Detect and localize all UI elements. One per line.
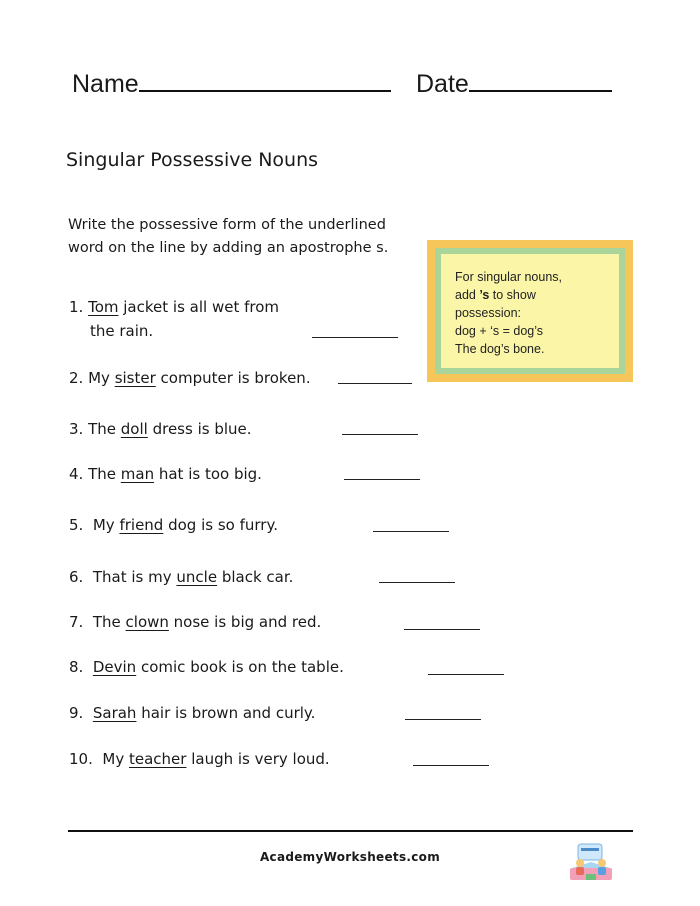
date-label: Date xyxy=(416,70,469,98)
question-9: 9. Sarah hair is brown and curly. xyxy=(69,704,316,722)
question-8: 8. Devin comic book is on the table. xyxy=(69,658,344,676)
footer-divider xyxy=(68,830,633,832)
question-1: 1. Tom jacket is all wet from xyxy=(69,298,280,316)
tip-box-inner xyxy=(441,254,619,368)
question-7: 7. The clown nose is big and red. xyxy=(69,613,322,631)
answer-line-3[interactable] xyxy=(342,434,418,435)
answer-line-1[interactable] xyxy=(312,337,398,338)
instructions xyxy=(68,214,428,260)
underlined-word: Devin xyxy=(92,658,137,676)
academy-logo-icon xyxy=(566,838,616,886)
answer-line-8[interactable] xyxy=(428,674,504,675)
name-line[interactable] xyxy=(139,70,391,92)
instruction-line-1: Write the possessive form of the underlined xyxy=(68,217,386,233)
underlined-word: teacher xyxy=(129,750,187,768)
tip-line-4: dog + ‘s = dog’s xyxy=(455,324,544,338)
tip-box xyxy=(427,240,633,382)
answer-line-5[interactable] xyxy=(373,531,449,532)
answer-line-7[interactable] xyxy=(404,629,480,630)
tip-line-5: The dog’s bone. xyxy=(455,342,545,356)
instruction-line-2: word on the line by adding an apostrophe s. xyxy=(68,240,389,256)
question-6: 6. That is my uncle black car. xyxy=(69,568,294,586)
underlined-word: sister xyxy=(114,369,156,387)
tip-box-border xyxy=(435,248,625,374)
date-field xyxy=(416,70,612,99)
underlined-word: man xyxy=(120,465,155,483)
answer-line-10[interactable] xyxy=(413,765,489,766)
question-10: 10. My teacher laugh is very loud. xyxy=(69,750,330,768)
tip-line-3: possession: xyxy=(455,306,522,320)
question-4: 4. The man hat is too big. xyxy=(69,465,262,483)
footer-site: AcademyWorksheets.com xyxy=(259,850,441,864)
underlined-word: Sarah xyxy=(92,704,137,722)
question-2: 2. My sister computer is broken. xyxy=(69,369,311,387)
question-3: 3. The doll dress is blue. xyxy=(69,420,252,438)
answer-line-4[interactable] xyxy=(344,479,420,480)
underlined-word: clown xyxy=(125,613,169,631)
name-label: Name xyxy=(72,70,139,98)
answer-line-2[interactable] xyxy=(338,383,412,384)
question-5: 5. My friend dog is so furry. xyxy=(69,516,278,534)
tip-line-2: add ’s to show xyxy=(455,288,536,302)
underlined-word: uncle xyxy=(176,568,218,586)
page-title: Singular Possessive Nouns xyxy=(66,149,319,171)
tip-text xyxy=(455,268,562,358)
tip-line-1: For singular nouns, xyxy=(455,270,563,284)
date-line[interactable] xyxy=(469,70,612,92)
underlined-word: doll xyxy=(120,420,148,438)
question-1-line-2: the rain. xyxy=(90,322,154,340)
answer-line-9[interactable] xyxy=(405,719,481,720)
underlined-word: Tom xyxy=(88,298,119,316)
underlined-word: friend xyxy=(119,516,164,534)
answer-line-6[interactable] xyxy=(379,582,455,583)
name-field xyxy=(72,70,391,99)
